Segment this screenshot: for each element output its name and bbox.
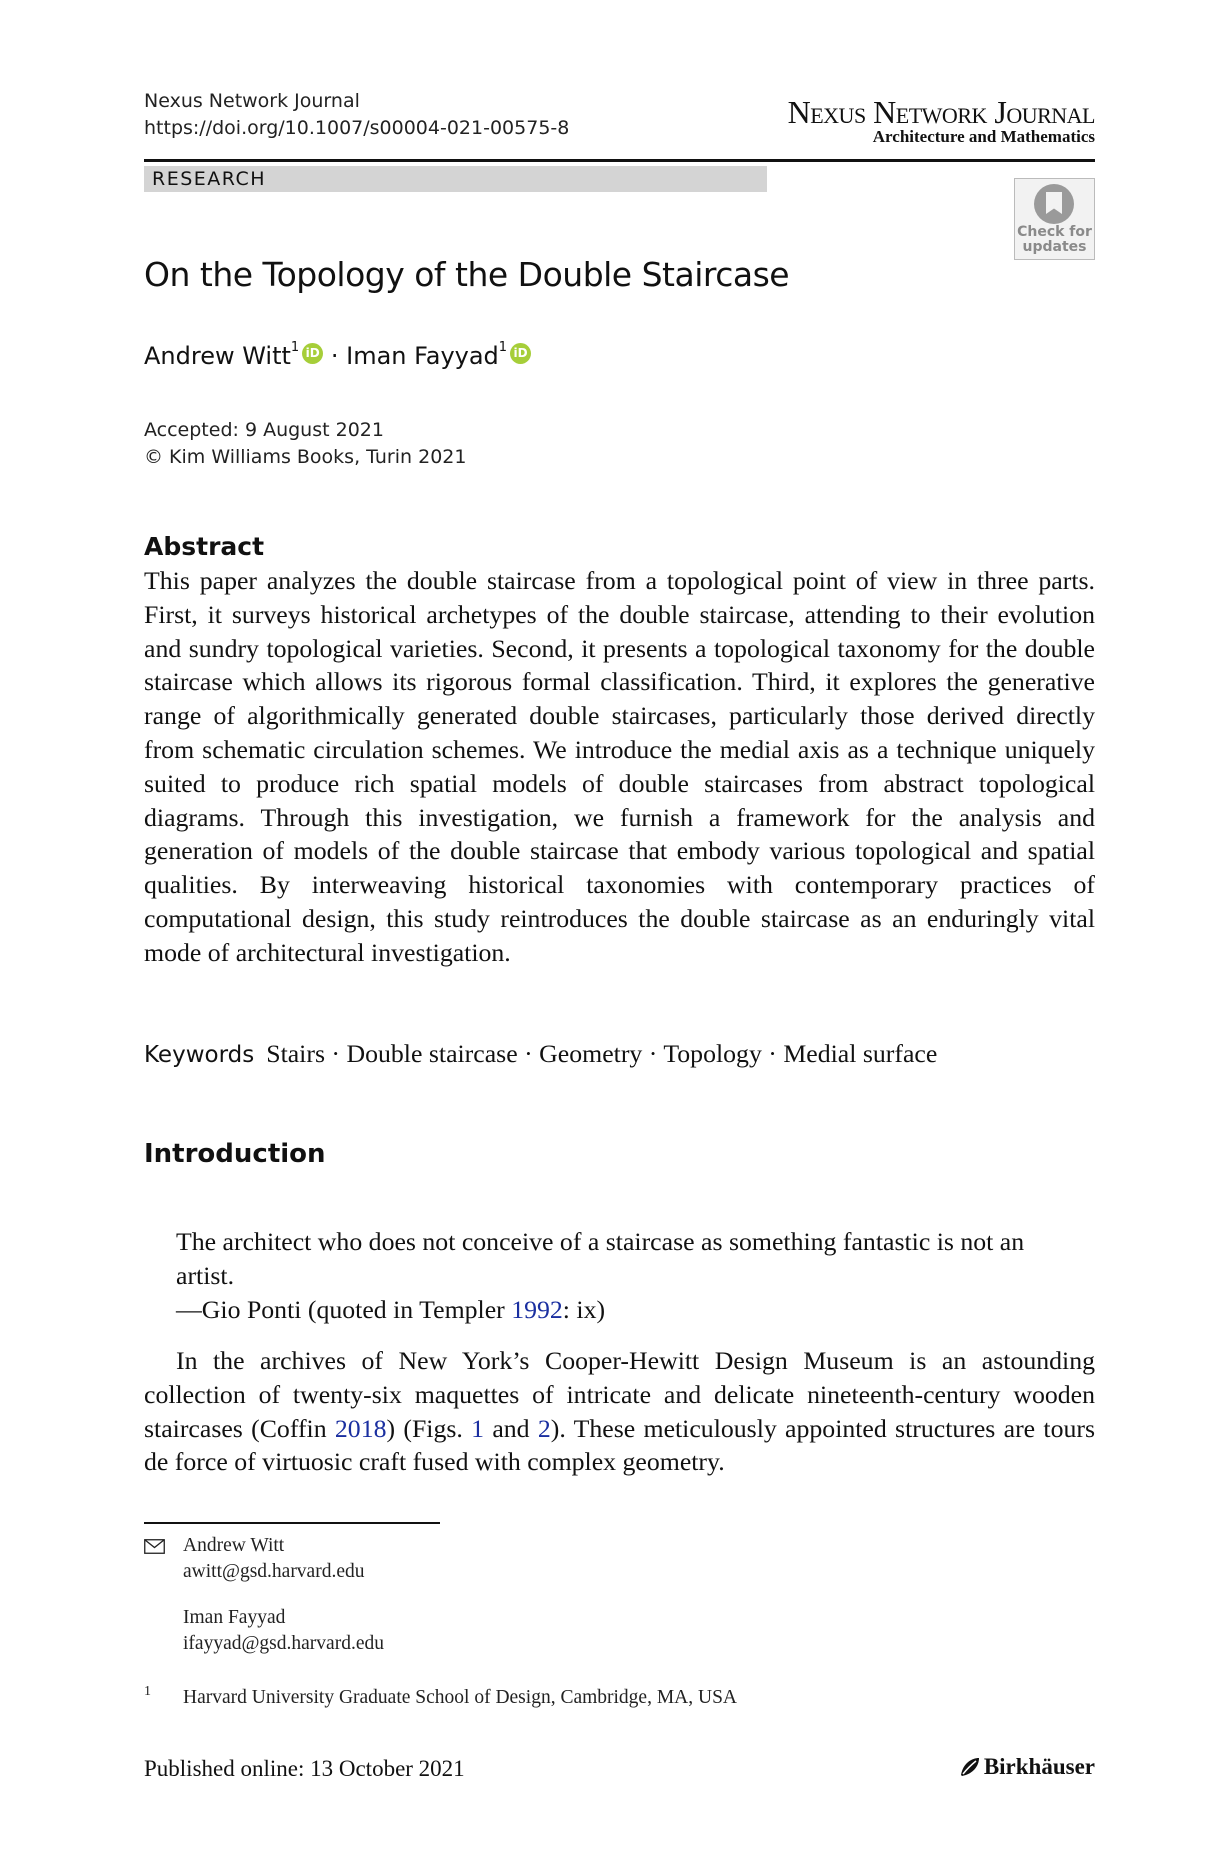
copyright-notice: © Kim Williams Books, Turin 2021 xyxy=(144,446,467,468)
orcid-icon[interactable]: iD xyxy=(510,343,531,364)
published-date: Published online: 13 October 2021 xyxy=(144,1756,465,1781)
citation-link[interactable]: 2018 xyxy=(334,1413,387,1443)
body-text: and xyxy=(484,1413,538,1443)
contact-email[interactable]: awitt@gsd.harvard.edu xyxy=(183,1561,365,1582)
check-for-updates-button[interactable] xyxy=(1014,178,1095,260)
article-title: On the Topology of the Double Staircase xyxy=(144,255,790,294)
body-text: ) (Figs. xyxy=(386,1413,472,1443)
leaf-icon xyxy=(958,1755,982,1779)
citation-link[interactable]: 1992 xyxy=(511,1294,563,1324)
abstract-text: This paper analyzes the double staircase from a topological point of view in three parts. First, it surveys historical archetypes of the double staircase, attending to their evolution and sundry topological varieties. Second, it presents a topological taxonomy for the double staircase which allows its rigorous formal classification. Third, it explores the generative range of algorithmically generated double staircases, particularly those derived directly from schematic circulation schemes. We introduce the medial axis as a technique uniquely suited to produce rich spatial models of double staircases from abstract topological diagrams. Through this investigation, we furnish a framework for the analysis and generation of models of the double staircase that embody various topological and spatial qualities. By interweaving historical taxonomies with contemporary practices of computational design, this study reintroduces the double staircase as an enduringly vital mode of architectural investigation. xyxy=(144,566,1095,967)
doi-link[interactable]: https://doi.org/10.1007/s00004-021-00575-8 xyxy=(144,117,570,139)
journal-logo xyxy=(788,96,1095,146)
body-text: In the archives of New York’s Cooper-Hewitt Design Museum is an astounding collection of twenty-six maquettes of intricate and delicate nineteenth-century wooden staircases (Coffin xyxy=(144,1346,1095,1443)
check-for-updates-label: Check for updates xyxy=(1017,224,1092,255)
journal-logo-name: Nexus Network Journal xyxy=(787,94,1095,130)
publisher-logo xyxy=(958,1754,1095,1781)
body-text: ). These meticulously appointed structures are tours de force of virtuosic craft fused with complex geometry. xyxy=(144,1413,1095,1477)
accepted-date: Accepted: 9 August 2021 xyxy=(144,419,384,441)
section-heading: Introduction xyxy=(144,1139,326,1169)
abstract-heading: Abstract xyxy=(144,532,265,561)
affiliation-number: 1 xyxy=(144,1684,151,1699)
epigraph-attribution xyxy=(176,1293,1076,1327)
orcid-icon[interactable]: iD xyxy=(302,343,323,364)
footnote-rule xyxy=(144,1522,440,1524)
figure-link[interactable]: 1 xyxy=(471,1413,485,1443)
keywords-list: Stairs · Double staircase · Geometry · Topology · Medial surface xyxy=(266,1039,938,1068)
keywords xyxy=(144,1039,937,1069)
envelope-icon xyxy=(144,1539,165,1554)
author-separator: · xyxy=(330,342,339,370)
epigraph-text: The architect who does not conceive of a staircase as something fantastic is not an artist. xyxy=(176,1227,1025,1290)
affiliation-mark: 1 xyxy=(290,340,300,355)
author-name[interactable]: Iman Fayyad xyxy=(346,342,499,370)
contact-name: Andrew Witt xyxy=(183,1535,285,1556)
contact-name: Iman Fayyad xyxy=(183,1607,286,1628)
bookmark-icon xyxy=(1034,184,1074,224)
body-paragraph xyxy=(144,1344,1095,1479)
author-list xyxy=(144,342,531,370)
epigraph xyxy=(176,1225,1076,1326)
section-label-text: RESEARCH xyxy=(152,168,267,190)
attribution-text: : ix) xyxy=(562,1294,606,1324)
header-rule xyxy=(144,159,1095,162)
journal-name: Nexus Network Journal xyxy=(144,90,360,112)
figure-link[interactable]: 2 xyxy=(537,1413,551,1443)
keywords-label: Keywords xyxy=(144,1042,255,1068)
contact-email[interactable]: ifayyad@gsd.harvard.edu xyxy=(183,1633,384,1654)
affiliation-mark: 1 xyxy=(498,340,508,355)
author-name[interactable]: Andrew Witt xyxy=(144,342,291,370)
publisher-name: Birkhäuser xyxy=(983,1754,1095,1779)
affiliation-text: Harvard University Graduate School of Design, Cambridge, MA, USA xyxy=(183,1687,738,1708)
section-label xyxy=(144,166,767,192)
attribution-text: —Gio Ponti (quoted in Templer xyxy=(176,1294,512,1324)
journal-logo-subtitle: Architecture and Mathematics xyxy=(872,127,1095,146)
